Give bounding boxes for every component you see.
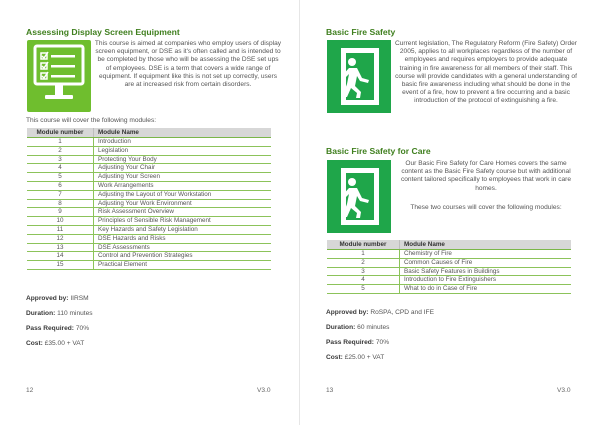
- module-name: Adjusting Your Work Environment: [94, 199, 272, 208]
- fire-exit-icon: [327, 40, 391, 113]
- module-number: 7: [27, 190, 94, 199]
- table-row: [327, 276, 571, 285]
- table-row: [327, 250, 571, 259]
- module-number: 15: [27, 261, 94, 270]
- duration: [326, 324, 389, 331]
- version-label: V3.0: [257, 387, 271, 394]
- modules-table: [27, 128, 271, 270]
- approved-value: RoSPA, CPD and IFE: [370, 309, 434, 316]
- page-number: 13: [326, 387, 334, 394]
- duration-value: 60 minutes: [357, 324, 390, 331]
- course-description: Our Basic Fire Safety for Care Homes covers the same content as the Basic Fire Safety course but with additional content tailored specifically to employees that work in care homes.: [400, 160, 572, 192]
- table-header-row: [327, 240, 571, 250]
- table-row: [27, 261, 271, 270]
- course-title: Basic Fire Safety: [326, 27, 396, 37]
- right-page: [300, 0, 600, 425]
- table-row: [27, 208, 271, 217]
- module-name: Key Hazards and Safety Legislation: [94, 225, 272, 234]
- approved-label: Approved by:: [26, 295, 69, 302]
- fire-exit-icon: [327, 160, 391, 233]
- module-number: 8: [27, 199, 94, 208]
- module-name: Practical Element: [94, 261, 272, 270]
- module-name: Control and Prevention Strategies: [94, 252, 272, 261]
- table-row: [327, 267, 571, 276]
- approved-by: [326, 309, 434, 316]
- course-description: This course is aimed at companies who employ users of display screen equipment, or DSE as it's often called and is intended to be completed by those who will be assessing the DSE set ups of employees. DSE is a term that covers a wide range of equipment. If equipment like this is not set up correctly, users are at increased risk from certain disorders.: [94, 40, 282, 89]
- module-name: What to do in Case of Fire: [400, 285, 572, 294]
- cost-label: Cost:: [326, 354, 343, 361]
- table-row: [327, 258, 571, 267]
- module-name: Adjusting the Layout of Your Workstation: [94, 190, 272, 199]
- column-header: Module Name: [400, 240, 572, 250]
- table-row: [27, 217, 271, 226]
- table-row: [327, 285, 571, 294]
- module-number: 4: [327, 276, 400, 285]
- module-number: 4: [27, 164, 94, 173]
- module-name: Chemistry of Fire: [400, 250, 572, 259]
- approved-value: IIRSM: [70, 295, 89, 302]
- table-row: [27, 243, 271, 252]
- course-title: Assessing Display Screen Equipment: [26, 27, 180, 37]
- cost: [26, 340, 84, 347]
- pass-value: 70%: [375, 339, 390, 346]
- approved-label: Approved by:: [326, 309, 369, 316]
- module-number: 2: [327, 258, 400, 267]
- pass-value: 70%: [75, 325, 90, 332]
- table-row: [27, 164, 271, 173]
- modules-table: [327, 240, 571, 294]
- pass-required: [26, 325, 89, 332]
- module-name: Introduction to Fire Extinguishers: [400, 276, 572, 285]
- module-number: 9: [27, 208, 94, 217]
- module-number: 5: [27, 173, 94, 182]
- column-header: Module number: [327, 240, 400, 250]
- table-row: [27, 181, 271, 190]
- table-row: [27, 146, 271, 155]
- module-number: 3: [27, 155, 94, 164]
- course-description: Current legislation, The Regulatory Reform (Fire Safety) Order 2005, applies to all workplaces regardless of the number of employees and requires employers to provide adequate training in fire awareness for all members of their staff. This course will provide candidates with a general understanding of basic fire awareness including what should be done in the event of a fire, how to prevent a fire occurring and a basic introduction of the protocol of extinguishing a fire.: [394, 40, 577, 105]
- cost-value: £25.00 + VAT: [344, 354, 385, 361]
- pass-label: Pass Required:: [26, 325, 75, 332]
- module-name: Introduction: [94, 138, 272, 147]
- module-name: Adjusting Your Screen: [94, 173, 272, 182]
- table-header-row: [27, 128, 271, 138]
- table-row: [27, 173, 271, 182]
- duration-label: Duration:: [326, 324, 356, 331]
- table-row: [27, 155, 271, 164]
- module-name: Adjusting Your Chair: [94, 164, 272, 173]
- column-header: Module Name: [94, 128, 272, 138]
- course-title: Basic Fire Safety for Care: [326, 146, 431, 156]
- table-row: [27, 225, 271, 234]
- version-label: V3.0: [557, 387, 571, 394]
- module-number: 12: [27, 234, 94, 243]
- module-name: DSE Assessments: [94, 243, 272, 252]
- table-row: [27, 199, 271, 208]
- pass-label: Pass Required:: [326, 339, 375, 346]
- module-number: 1: [27, 138, 94, 147]
- cost-value: £35.00 + VAT: [44, 340, 85, 347]
- table-row: [27, 190, 271, 199]
- monitor-checklist-icon: [27, 40, 91, 112]
- module-number: 3: [327, 267, 400, 276]
- module-name: Protecting Your Body: [94, 155, 272, 164]
- module-name: Common Causes of Fire: [400, 258, 572, 267]
- module-number: 6: [27, 181, 94, 190]
- table-row: [27, 234, 271, 243]
- cost-label: Cost:: [26, 340, 43, 347]
- table-row: [27, 252, 271, 261]
- modules-intro: This course will cover the following modules:: [26, 117, 157, 124]
- module-name: Legislation: [94, 146, 272, 155]
- module-number: 1: [327, 250, 400, 259]
- page-number: 12: [26, 387, 34, 394]
- module-name: DSE Hazards and Risks: [94, 234, 272, 243]
- module-name: Principles of Sensible Risk Management: [94, 217, 272, 226]
- modules-intro: These two courses will cover the following modules:: [410, 204, 562, 211]
- approved-by: [26, 295, 89, 302]
- duration-label: Duration:: [26, 310, 56, 317]
- module-number: 14: [27, 252, 94, 261]
- table-row: [27, 138, 271, 147]
- module-number: 13: [27, 243, 94, 252]
- module-name: Work Arrangements: [94, 181, 272, 190]
- cost: [326, 354, 384, 361]
- module-number: 10: [27, 217, 94, 226]
- column-header: Module number: [27, 128, 94, 138]
- duration: [26, 310, 93, 317]
- module-name: Basic Safety Features in Buildings: [400, 267, 572, 276]
- module-name: Risk Assessment Overview: [94, 208, 272, 217]
- module-number: 5: [327, 285, 400, 294]
- duration-value: 110 minutes: [57, 310, 93, 317]
- module-number: 11: [27, 225, 94, 234]
- module-number: 2: [27, 146, 94, 155]
- pass-required: [326, 339, 389, 346]
